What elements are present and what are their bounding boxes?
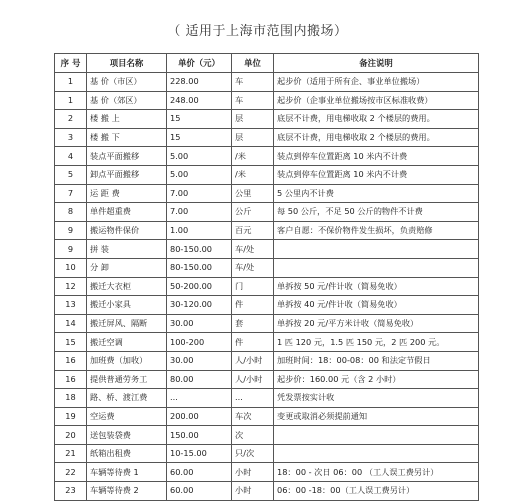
cell-unit: 人/小时	[232, 370, 274, 389]
cell-unit: 公里	[232, 184, 274, 203]
cell-name: 搬迁大衣柜	[87, 277, 167, 296]
table-row	[55, 110, 479, 129]
cell-note: 18：00 - 次日 06：00 （工人误工费另计）	[274, 463, 479, 482]
cell-name: 装点平面搬移	[87, 147, 167, 166]
cell-name: 送包装袋费	[87, 426, 167, 445]
header-note: 备注说明	[274, 54, 479, 73]
cell-note: 1 匹 120 元，1.5 匹 150 元，2 匹 200 元。	[274, 333, 479, 352]
table-row	[55, 184, 479, 203]
cell-no: 14	[55, 314, 87, 333]
cell-no: 13	[55, 296, 87, 315]
cell-name: 基 价（市区）	[87, 73, 167, 92]
cell-unit: 车/处	[232, 258, 274, 277]
table-row	[55, 333, 479, 352]
cell-no: 21	[55, 444, 87, 463]
cell-no: 19	[55, 407, 87, 426]
header-price: 单价（元）	[167, 54, 232, 73]
cell-name: 车辆等待费 1	[87, 463, 167, 482]
cell-name: 楼 搬 下	[87, 128, 167, 147]
cell-unit: 件	[232, 333, 274, 352]
table-row	[55, 407, 479, 426]
cell-note: 起步价（适用于所有企、事业单位搬场）	[274, 73, 479, 92]
cell-unit: ...	[232, 389, 274, 408]
cell-unit: 百元	[232, 221, 274, 240]
cell-no: 15	[55, 333, 87, 352]
cell-price: 7.00	[167, 203, 232, 222]
cell-no: 9	[55, 240, 87, 259]
cell-name: 路、桥、渡江费	[87, 389, 167, 408]
header-unit: 单位	[232, 54, 274, 73]
cell-price: 228.00	[167, 73, 232, 92]
table-row	[55, 128, 479, 147]
table-row	[55, 482, 479, 501]
cell-note: 变更或取消必须提前通知	[274, 407, 479, 426]
cell-no: 12	[55, 277, 87, 296]
cell-unit: /米	[232, 165, 274, 184]
cell-name: 空运费	[87, 407, 167, 426]
cell-note	[274, 426, 479, 445]
cell-price: 80-150.00	[167, 240, 232, 259]
cell-unit: 套	[232, 314, 274, 333]
cell-price: 248.00	[167, 91, 232, 110]
table-row	[55, 73, 479, 92]
cell-name: 楼 搬 上	[87, 110, 167, 129]
cell-name: 纸箱出租费	[87, 444, 167, 463]
cell-price: 30-120.00	[167, 296, 232, 315]
table-row	[55, 389, 479, 408]
cell-price: 80.00	[167, 370, 232, 389]
cell-no: 23	[55, 482, 87, 501]
cell-no: 4	[55, 147, 87, 166]
cell-price: 15	[167, 110, 232, 129]
cell-no: 8	[55, 203, 87, 222]
cell-note	[274, 444, 479, 463]
cell-name: 卸点平面搬移	[87, 165, 167, 184]
cell-price: 30.00	[167, 314, 232, 333]
cell-price: 15	[167, 128, 232, 147]
cell-unit: 次	[232, 426, 274, 445]
table-row	[55, 351, 479, 370]
fee-table	[54, 53, 479, 501]
cell-name: 搬运物件保价	[87, 221, 167, 240]
cell-no: 2	[55, 110, 87, 129]
cell-price: 80-150.00	[167, 258, 232, 277]
cell-unit: 门	[232, 277, 274, 296]
table-row	[55, 463, 479, 482]
table-body	[55, 73, 479, 501]
table-row	[55, 314, 479, 333]
cell-no: 7	[55, 184, 87, 203]
cell-name: 拼 装	[87, 240, 167, 259]
cell-note: 5 公里内不计费	[274, 184, 479, 203]
cell-name: 运 距 费	[87, 184, 167, 203]
cell-unit: /米	[232, 147, 274, 166]
table-header-row	[55, 54, 479, 73]
cell-name: 基 价（郊区）	[87, 91, 167, 110]
cell-unit: 公斤	[232, 203, 274, 222]
cell-note: 每 50 公斤，不足 50 公斤的物件不计费	[274, 203, 479, 222]
cell-price: 30.00	[167, 351, 232, 370]
cell-name: 车辆等待费 2	[87, 482, 167, 501]
cell-note: 底层不计费，用电梯收取 2 个楼层的费用。	[274, 128, 479, 147]
table-row	[55, 370, 479, 389]
cell-price: 200.00	[167, 407, 232, 426]
table-row	[55, 258, 479, 277]
cell-note: 06：00 -18：00（工人误工费另计）	[274, 482, 479, 501]
cell-price: 1.00	[167, 221, 232, 240]
cell-unit: 车/处	[232, 240, 274, 259]
cell-note: 装点到停车位置距离 10 米内不计费	[274, 147, 479, 166]
table-row	[55, 203, 479, 222]
table-row	[55, 147, 479, 166]
cell-note: 单拆按 40 元/件计收（简易免收）	[274, 296, 479, 315]
cell-unit: 件	[232, 296, 274, 315]
cell-no: 18	[55, 389, 87, 408]
cell-unit: 人/小时	[232, 351, 274, 370]
cell-note: 凭发票按实计收	[274, 389, 479, 408]
cell-no: 20	[55, 426, 87, 445]
table-row	[55, 444, 479, 463]
table-row	[55, 426, 479, 445]
cell-note: 加班时间：18：00-08：00 和法定节假日	[274, 351, 479, 370]
cell-unit: 层	[232, 110, 274, 129]
cell-note: 客户自愿：不保价物件发生损坏，负责赔修	[274, 221, 479, 240]
cell-note: 起步价（企事业单位搬场按市区标准收费）	[274, 91, 479, 110]
cell-unit: 车	[232, 73, 274, 92]
cell-price: 150.00	[167, 426, 232, 445]
cell-unit: 车	[232, 91, 274, 110]
cell-unit: 层	[232, 128, 274, 147]
cell-no: 16	[55, 370, 87, 389]
cell-name: 单件超重费	[87, 203, 167, 222]
cell-name: 搬迁空调	[87, 333, 167, 352]
cell-price: 50-200.00	[167, 277, 232, 296]
cell-name: 提供普通劳务工	[87, 370, 167, 389]
cell-unit: 只/次	[232, 444, 274, 463]
cell-no: 16	[55, 351, 87, 370]
cell-no: 5	[55, 165, 87, 184]
cell-name: 搬迁小家具	[87, 296, 167, 315]
page-title: （ 适用于上海市范围内搬场）	[167, 24, 348, 39]
cell-no: 22	[55, 463, 87, 482]
header-no: 序 号	[55, 54, 87, 73]
cell-price: 100-200	[167, 333, 232, 352]
cell-price: ...	[167, 389, 232, 408]
table-row	[55, 165, 479, 184]
table-row	[55, 240, 479, 259]
table-row	[55, 221, 479, 240]
table-row	[55, 296, 479, 315]
cell-no: 1	[55, 91, 87, 110]
cell-price: 5.00	[167, 165, 232, 184]
cell-name: 搬迁屏风、隔断	[87, 314, 167, 333]
cell-name: 加班费（加收）	[87, 351, 167, 370]
cell-price: 5.00	[167, 147, 232, 166]
cell-note: 单拆按 50 元/件计收（简易免收）	[274, 277, 479, 296]
table-row	[55, 91, 479, 110]
cell-note	[274, 240, 479, 259]
cell-no: 10	[55, 258, 87, 277]
cell-price: 7.00	[167, 184, 232, 203]
cell-price: 10-15.00	[167, 444, 232, 463]
table-row	[55, 277, 479, 296]
cell-note: 单拆按 20 元/平方米计收（简易免收）	[274, 314, 479, 333]
cell-no: 9	[55, 221, 87, 240]
cell-note	[274, 258, 479, 277]
cell-price: 60.00	[167, 463, 232, 482]
cell-unit: 小时	[232, 463, 274, 482]
cell-name: 分 卸	[87, 258, 167, 277]
cell-no: 3	[55, 128, 87, 147]
cell-price: 60.00	[167, 482, 232, 501]
cell-no: 1	[55, 73, 87, 92]
cell-note: 装点到停车位置距离 10 米内不计费	[274, 165, 479, 184]
cell-note: 起步价：160.00 元（含 2 小时）	[274, 370, 479, 389]
cell-unit: 小时	[232, 482, 274, 501]
cell-note: 底层不计费，用电梯收取 2 个楼层的费用。	[274, 110, 479, 129]
cell-unit: 车次	[232, 407, 274, 426]
header-name: 项目名称	[87, 54, 167, 73]
